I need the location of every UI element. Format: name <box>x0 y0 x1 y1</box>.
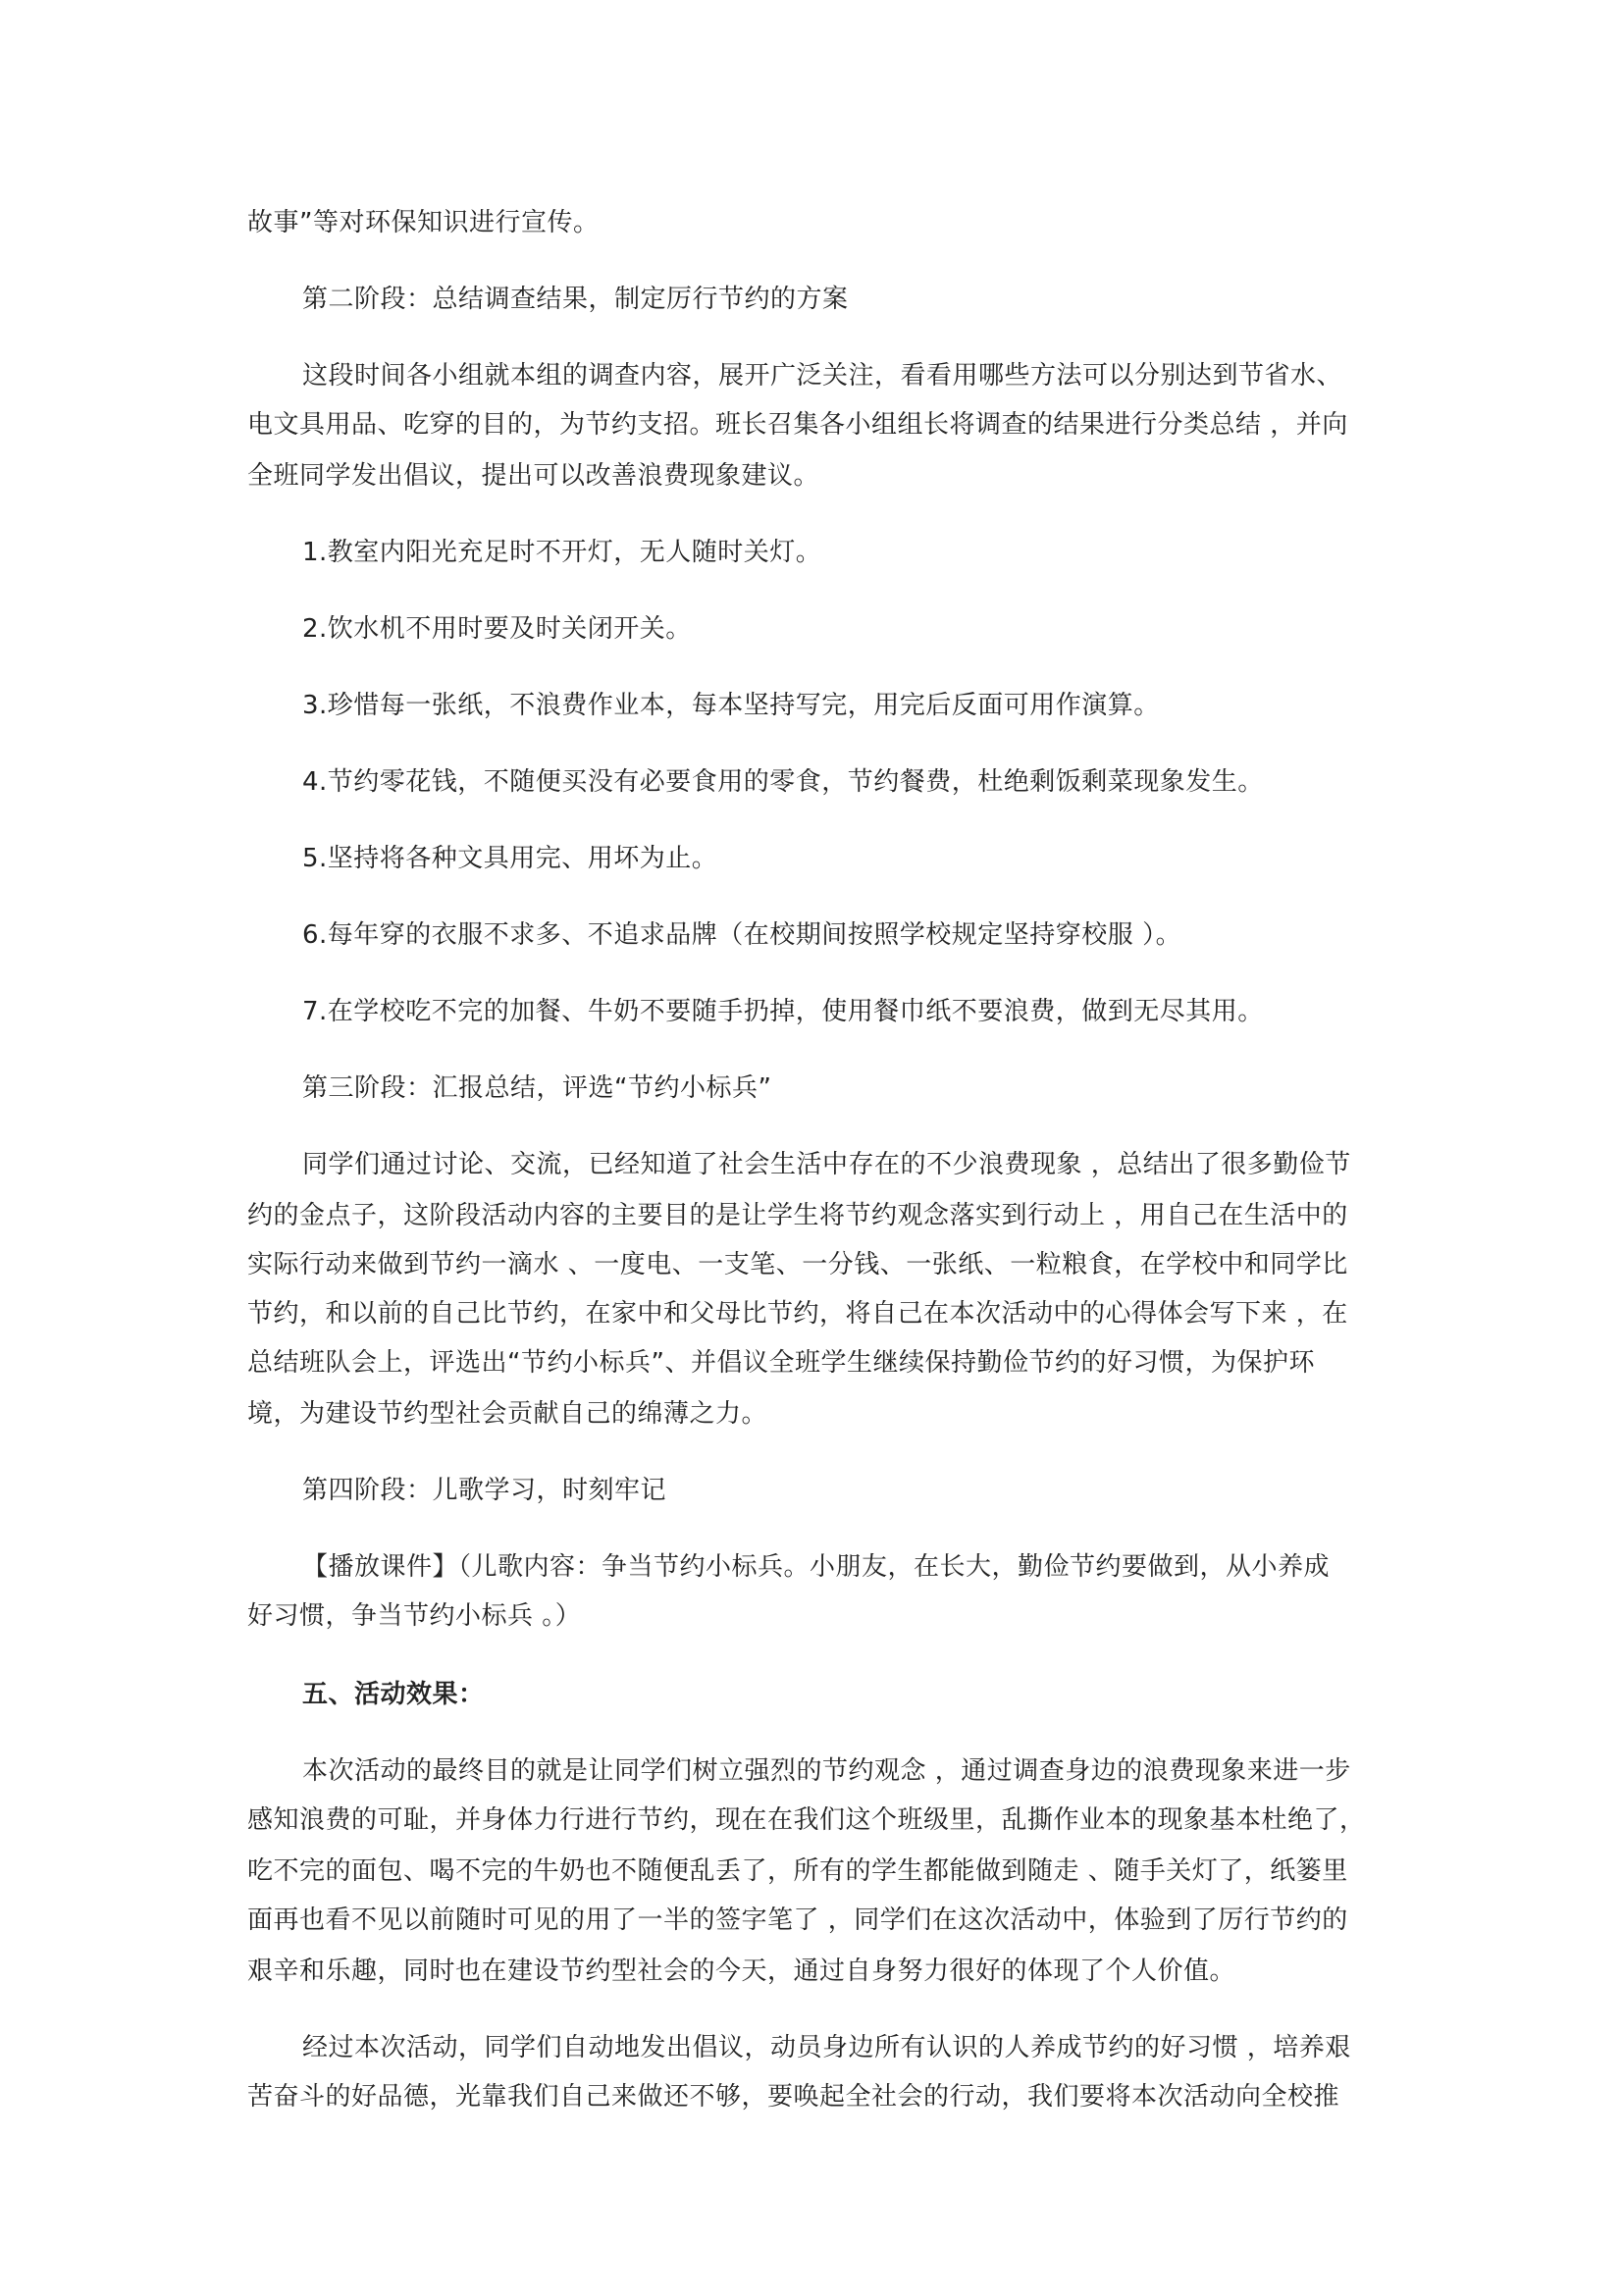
paragraph-line: 艰辛和乐趣，同时也在建设节约型社会的今天，通过自身努力很好的体现了个人价值。 <box>247 1957 1236 1986</box>
paragraph-line: 经过本次活动，同学们自动地发出倡议，动员身边所有认识的人养成节约的好习惯 ，培养艰 <box>302 2033 1351 2062</box>
list-item: 6.每年穿的衣服不求多、不追求品牌（在校期间按照学校规定坚持穿校服 ）。 <box>302 920 1182 950</box>
section-heading: 五、活动效果： <box>302 1680 485 1709</box>
paragraph-line: 约的金点子，这阶段活动内容的主要目的是让学生将节约观念落实到行动上 ，用自己在生活中的 <box>247 1201 1348 1230</box>
paragraph-line: 故事”等对环保知识进行宣传。 <box>247 208 600 237</box>
paragraph-line: 境，为建设节约型社会贡献自己的绵薄之力。 <box>247 1399 768 1429</box>
paragraph-line: 节约，和以前的自己比节约，在家中和父母比节约，将自己在本次活动中的心得体会写下来 ，在 <box>247 1299 1348 1329</box>
paragraph-line: 苦奋斗的好品德，光靠我们自己来做还不够，要唤起全社会的行动，我们要将本次活动向全校推 <box>247 2082 1340 2112</box>
section-heading: 第三阶段：汇报总结，评选“节约小标兵” <box>302 1073 772 1103</box>
list-item: 5.坚持将各种文具用完、用坏为止。 <box>302 844 718 873</box>
paragraph-line: 全班同学发出倡议，提出可以改善浪费现象建议。 <box>247 461 820 491</box>
section-heading: 第四阶段：儿歌学习，时刻牢记 <box>302 1476 667 1505</box>
paragraph-line: 【播放课件】（儿歌内容：争当节约小标兵。小朋友，在长大，勤俭节约要做到，从小养成 <box>302 1552 1331 1582</box>
paragraph-line: 感知浪费的可耻，并身体力行进行节约，现在在我们这个班级里，乱撕作业本的现象基本杜绝了， <box>247 1805 1366 1835</box>
paragraph-line: 实际行动来做到节约一滴水 、一度电、一支笔、一分钱、一张纸、一粒粮食，在学校中和同学比 <box>247 1250 1348 1279</box>
paragraph-line: 本次活动的最终目的就是让同学们树立强烈的节约观念 ，通过调查身边的浪费现象来进一步 <box>302 1756 1351 1786</box>
list-item: 2.饮水机不用时要及时关闭开关。 <box>302 614 692 644</box>
paragraph-line: 同学们通过讨论、交流，已经知道了社会生活中存在的不少浪费现象 ，总结出了很多勤俭节 <box>302 1150 1351 1179</box>
paragraph-line: 这段时间各小组就本组的调查内容，展开广泛关注，看看用哪些方法可以分别达到节省水、 <box>302 361 1343 391</box>
paragraph-line: 电文具用品、吃穿的目的，为节约支招。班长召集各小组组长将调查的结果进行分类总结 ，并向 <box>247 410 1348 440</box>
paragraph-line: 吃不完的面包、喝不完的牛奶也不随便乱丢了，所有的学生都能做到随走 、随手关灯了，纸篓里 <box>247 1856 1348 1886</box>
list-item: 3.珍惜每一张纸，不浪费作业本，每本坚持写完，用完后反面可用作演算。 <box>302 691 1160 720</box>
paragraph-line: 面再也看不见以前随时可见的用了一半的签字笔了 ，同学们在这次活动中，体验到了厉行节约的 <box>247 1905 1348 1935</box>
section-heading: 第二阶段：总结调查结果，制定厉行节约的方案 <box>302 285 849 314</box>
list-item: 7.在学校吃不完的加餐、牛奶不要随手扔掉，使用餐巾纸不要浪费，做到无尽其用。 <box>302 997 1264 1026</box>
list-item: 1.教室内阳光充足时不开灯，无人随时关灯。 <box>302 538 822 567</box>
list-item: 4.节约零花钱，不随便买没有必要食用的零食，节约餐费，杜绝剩饭剩菜现象发生。 <box>302 767 1264 797</box>
paragraph-line: 好习惯，争当节约小标兵 。） <box>247 1601 582 1631</box>
paragraph-line: 总结班队会上，评选出“节约小标兵”、并倡议全班学生继续保持勤俭节约的好习惯，为保护环 <box>247 1348 1315 1378</box>
